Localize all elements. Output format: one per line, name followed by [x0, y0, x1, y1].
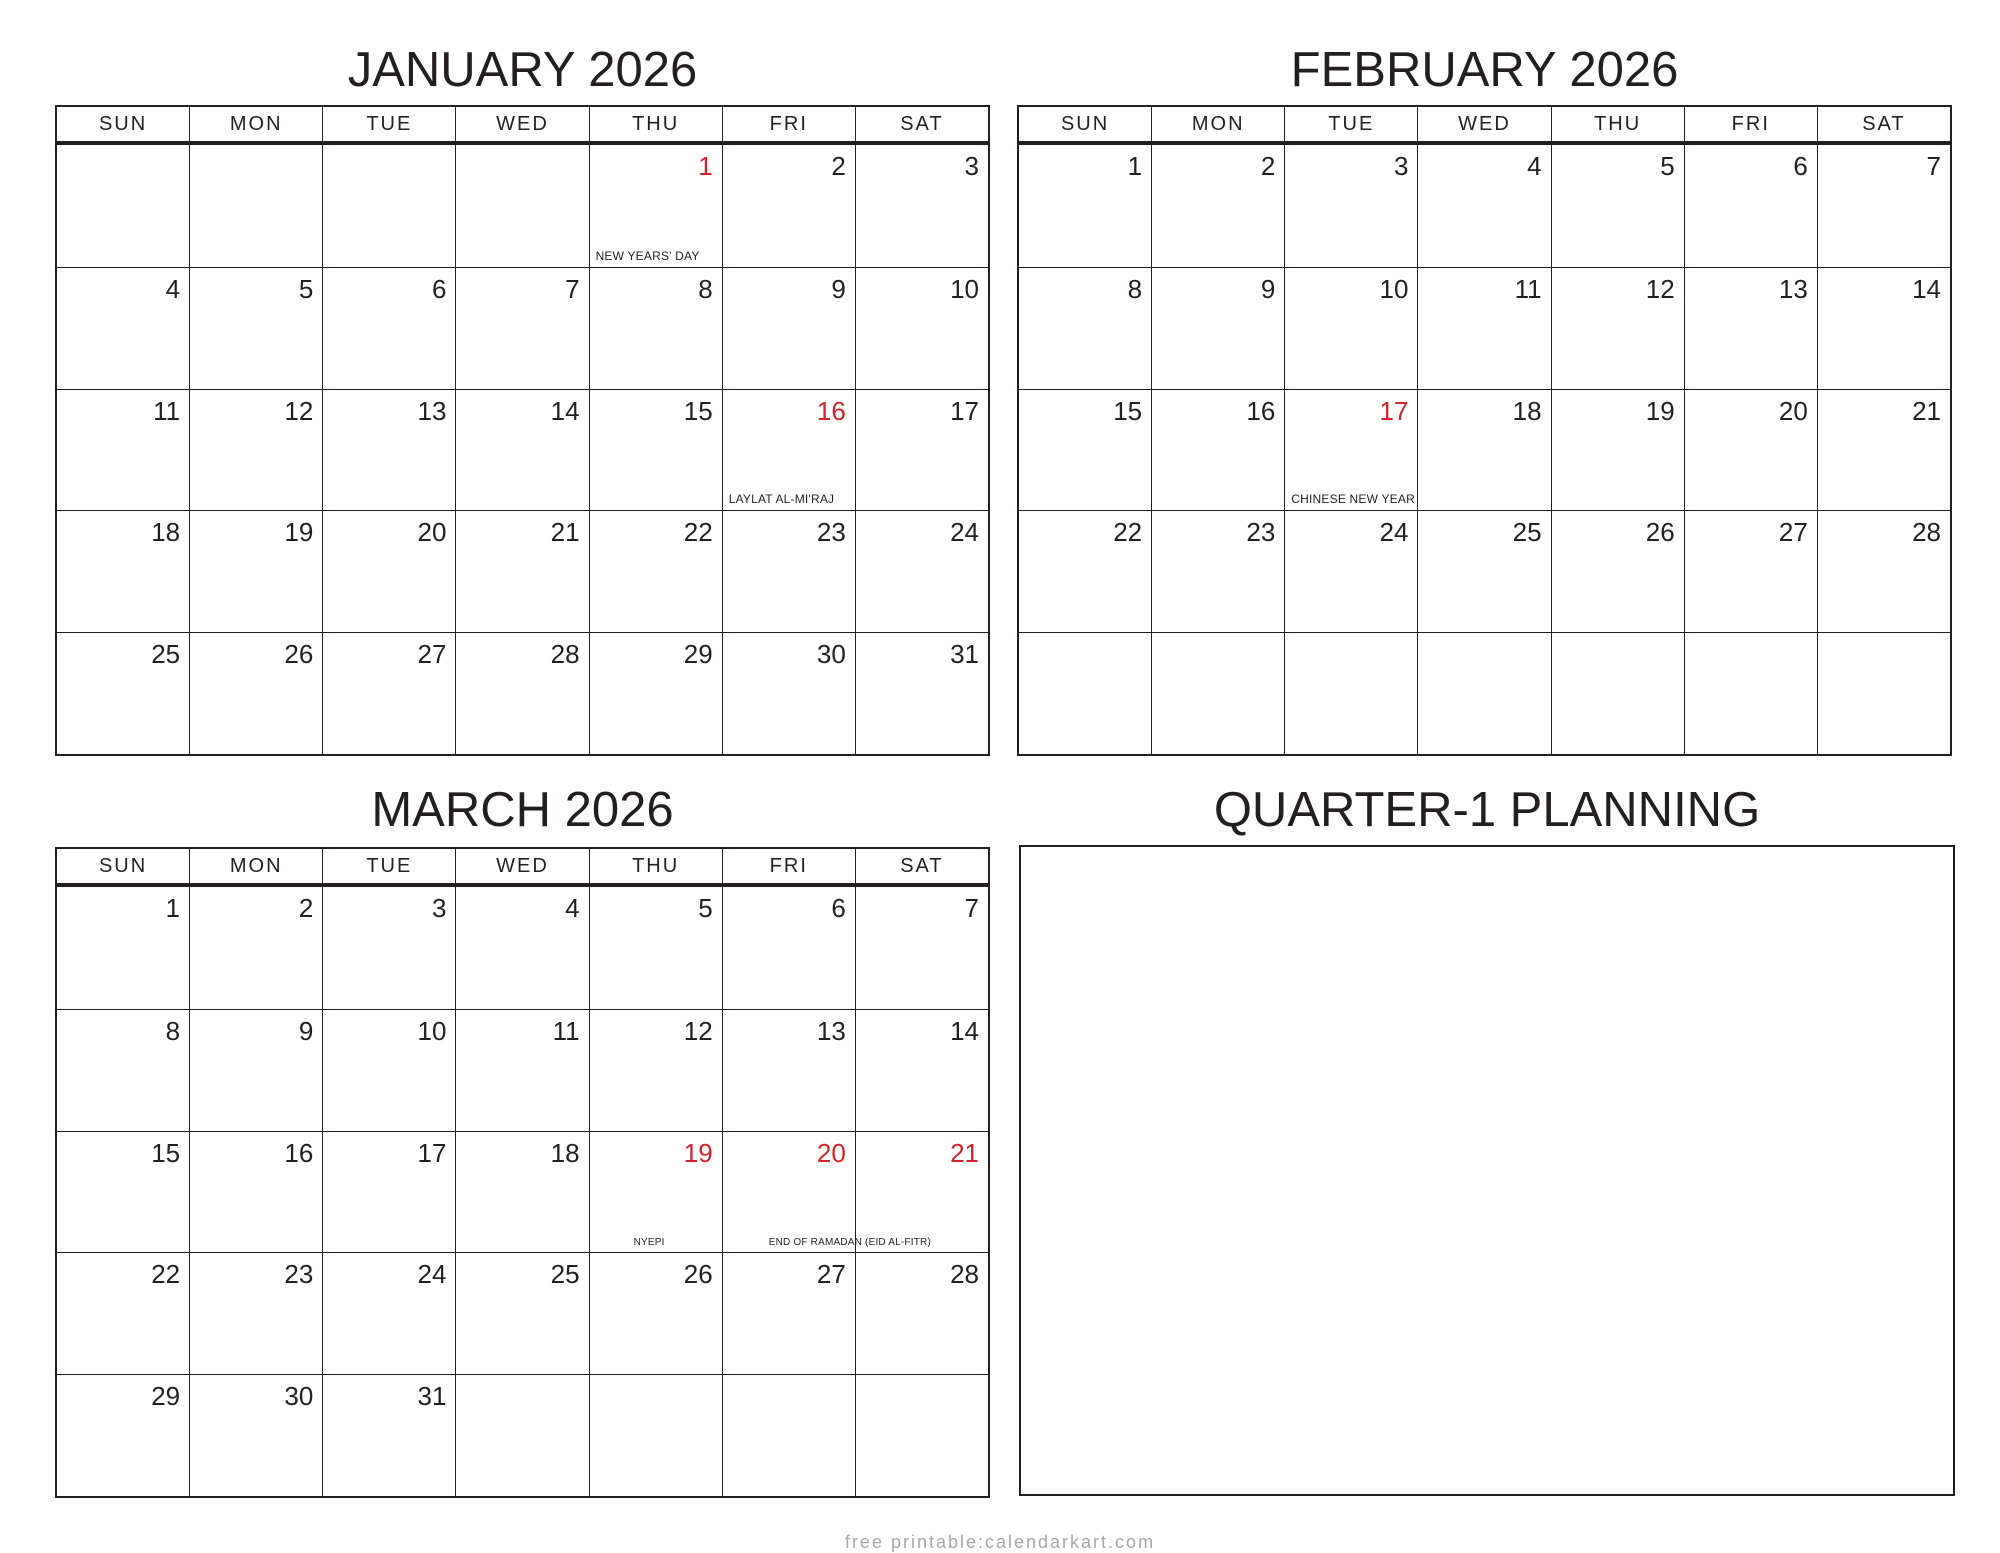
day-cell[interactable] [855, 1010, 988, 1131]
date-number: 28 [950, 1259, 979, 1290]
day-cell[interactable] [855, 1132, 988, 1253]
day-cell[interactable] [1417, 633, 1550, 754]
day-cell[interactable] [722, 390, 855, 511]
day-cell[interactable] [57, 1253, 189, 1374]
day-cell[interactable] [57, 268, 189, 389]
date-number: 2 [1260, 151, 1276, 181]
date-number: 15 [151, 1137, 181, 1168]
date-number: 22 [683, 517, 713, 548]
date-number: 23 [1246, 517, 1276, 548]
week-row [57, 632, 988, 754]
weeks-body [1019, 145, 1950, 754]
holiday-label: NEW YEARS' DAY [595, 248, 700, 263]
day-cell[interactable] [589, 1253, 722, 1374]
day-cell[interactable] [589, 633, 722, 754]
day-cell[interactable] [1151, 145, 1284, 267]
day-cell[interactable] [1284, 511, 1417, 632]
weekday-label: WED [455, 107, 588, 141]
day-cell[interactable] [455, 1010, 588, 1131]
holiday-date-number: 20 [816, 1137, 846, 1168]
weekday-label: SUN [1060, 113, 1110, 135]
day-cell[interactable] [1551, 268, 1684, 389]
date-number: 21 [550, 517, 580, 548]
date-number: 18 [550, 1137, 580, 1168]
date-number: 10 [1379, 273, 1409, 304]
day-cell[interactable] [57, 633, 189, 754]
day-cell[interactable] [722, 887, 855, 1009]
date-number: 29 [151, 1381, 181, 1412]
day-cell[interactable] [855, 511, 988, 632]
day-cell[interactable] [1684, 390, 1817, 511]
day-cell[interactable] [722, 1132, 931, 1253]
day-cell[interactable] [189, 268, 322, 389]
week-row [57, 1374, 988, 1496]
date-number: 1 [165, 893, 181, 923]
date-number: 15 [683, 395, 713, 426]
date-number: 7 [964, 893, 979, 923]
day-cell[interactable] [57, 1375, 189, 1496]
week-row [57, 1252, 988, 1374]
day-cell[interactable] [57, 511, 189, 632]
weekday-label: FRI [722, 849, 855, 883]
date-number: 25 [1512, 517, 1542, 548]
day-cell[interactable] [1417, 511, 1550, 632]
weeks-body [57, 145, 988, 754]
month-panel-march [55, 780, 990, 1498]
calendar-grid [1017, 105, 1952, 756]
weekday-label: THU [1551, 107, 1684, 141]
date-number: 14 [950, 1015, 979, 1046]
day-cell[interactable] [1417, 268, 1550, 389]
day-cell[interactable] [589, 145, 722, 267]
date-number: 24 [417, 1259, 447, 1290]
day-cell[interactable] [57, 887, 189, 1009]
month-panel-february [1017, 40, 1952, 756]
day-cell[interactable] [1284, 390, 1417, 511]
weekday-label: SUN [98, 855, 148, 877]
day-cell[interactable] [455, 511, 588, 632]
date-number: 22 [1113, 517, 1143, 548]
day-cell[interactable] [1019, 390, 1151, 511]
date-number: 19 [284, 517, 314, 548]
day-cell[interactable] [57, 145, 189, 267]
day-cell[interactable] [855, 1375, 988, 1496]
date-number: 21 [1912, 395, 1941, 426]
day-cell[interactable] [189, 1010, 322, 1131]
day-cell[interactable] [855, 145, 988, 267]
date-number: 4 [165, 273, 181, 304]
month-title: JANUARY 2026 [347, 43, 698, 97]
date-number: 9 [831, 273, 846, 304]
day-cell[interactable] [57, 1010, 189, 1131]
date-number: 11 [552, 1015, 580, 1046]
date-number: 16 [1246, 395, 1276, 426]
day-cell[interactable] [322, 1253, 455, 1374]
day-cell[interactable] [1019, 268, 1151, 389]
weekday-label: WED [455, 849, 588, 883]
date-number: 20 [417, 517, 447, 548]
day-cell[interactable] [455, 1253, 588, 1374]
day-cell[interactable] [1684, 268, 1817, 389]
day-cell[interactable] [1684, 145, 1817, 267]
weekday-label: MON [189, 107, 322, 141]
date-number: 25 [151, 639, 181, 670]
day-cell[interactable] [455, 1375, 588, 1496]
day-cell[interactable] [455, 887, 588, 1009]
day-cell[interactable] [189, 1375, 322, 1496]
footer-credit: free printable:calendarkart.com [844, 1532, 1156, 1552]
day-cell[interactable] [589, 1132, 722, 1253]
date-number: 13 [1778, 273, 1808, 304]
day-cell[interactable] [589, 1375, 722, 1496]
day-cell[interactable] [1284, 633, 1417, 754]
date-number: 29 [683, 639, 713, 670]
weekday-label: TUE [322, 107, 455, 141]
week-row [57, 1131, 988, 1253]
date-number: 11 [1514, 273, 1542, 304]
weekday-header [57, 107, 988, 145]
weekday-header [57, 849, 988, 887]
day-cell[interactable] [722, 145, 855, 267]
date-number: 28 [550, 639, 580, 670]
weekday-label: THU [589, 849, 722, 883]
day-cell[interactable] [455, 1132, 588, 1253]
day-cell[interactable] [855, 887, 988, 1009]
day-cell[interactable] [57, 1132, 189, 1253]
date-number: 14 [550, 395, 580, 426]
day-cell[interactable] [1817, 390, 1950, 511]
day-cell[interactable] [189, 633, 322, 754]
date-number: 3 [964, 151, 979, 181]
day-cell[interactable] [189, 511, 322, 632]
date-number: 26 [284, 639, 314, 670]
date-number: 6 [1793, 151, 1808, 181]
day-cell[interactable] [1817, 268, 1950, 389]
month-panel-january [55, 40, 990, 756]
date-number: 25 [550, 1259, 580, 1290]
date-number: 3 [1393, 151, 1409, 181]
date-number: 30 [284, 1381, 314, 1412]
day-cell[interactable] [322, 887, 455, 1009]
weekday-label: SAT [855, 849, 988, 883]
date-number: 9 [298, 1015, 314, 1046]
day-cell[interactable] [722, 511, 855, 632]
date-number: 24 [950, 517, 979, 548]
holiday-label: END OF RAMADAN (EID AL-FITR) [768, 1237, 931, 1249]
weekday-label: FRI [1684, 107, 1817, 141]
day-cell[interactable] [722, 633, 855, 754]
date-number: 20 [1778, 395, 1808, 426]
date-number: 4 [565, 893, 580, 923]
date-number: 18 [1512, 395, 1542, 426]
weekday-label: TUE [1284, 107, 1417, 141]
day-cell[interactable] [1551, 633, 1684, 754]
week-row [1019, 510, 1950, 632]
planning-panel [1019, 780, 1955, 1498]
day-cell[interactable] [1817, 145, 1950, 267]
weekday-label: TUE [322, 849, 455, 883]
day-cell[interactable] [1151, 268, 1284, 389]
day-cell[interactable] [1684, 511, 1817, 632]
week-row [1019, 145, 1950, 267]
week-row [1019, 389, 1950, 511]
weekday-label: THU [589, 107, 722, 141]
week-row [1019, 267, 1950, 389]
day-cell[interactable] [189, 1132, 322, 1253]
day-cell[interactable] [589, 887, 722, 1009]
day-cell[interactable] [1551, 145, 1684, 267]
day-cell[interactable] [1551, 390, 1684, 511]
day-cell[interactable] [1417, 145, 1550, 267]
date-number: 28 [1912, 517, 1941, 548]
date-number: 12 [284, 395, 314, 426]
day-cell[interactable] [189, 390, 322, 511]
date-number: 27 [1778, 517, 1808, 548]
day-cell[interactable] [1019, 145, 1151, 267]
day-cell[interactable] [855, 390, 988, 511]
date-number: 31 [417, 1381, 447, 1412]
date-number: 7 [565, 273, 580, 304]
date-number: 6 [831, 893, 846, 923]
day-cell[interactable] [589, 1010, 722, 1131]
day-cell[interactable] [855, 633, 988, 754]
date-number: 11 [153, 395, 181, 426]
day-cell[interactable] [1817, 511, 1950, 632]
date-number: 14 [1912, 273, 1941, 304]
month-title: MARCH 2026 [371, 783, 674, 837]
week-row [57, 145, 988, 267]
day-cell[interactable] [589, 268, 722, 389]
week-row [1019, 632, 1950, 754]
date-number: 8 [1127, 273, 1143, 304]
calendar-grid [55, 847, 990, 1498]
planning-notes-area[interactable] [1019, 845, 1955, 1496]
day-cell[interactable] [455, 145, 588, 267]
day-cell[interactable] [1284, 145, 1417, 267]
date-number: 19 [1645, 395, 1675, 426]
week-row [57, 267, 988, 389]
day-cell[interactable] [189, 145, 322, 267]
date-number: 23 [816, 517, 846, 548]
date-number: 9 [1260, 273, 1276, 304]
day-cell[interactable] [722, 1253, 855, 1374]
week-row [57, 510, 988, 632]
date-number: 10 [950, 273, 979, 304]
holiday-label: CHINESE NEW YEAR [1291, 492, 1415, 507]
day-cell[interactable] [1151, 633, 1284, 754]
day-cell[interactable] [455, 268, 588, 389]
date-number: 5 [298, 273, 314, 304]
date-number: 26 [1645, 517, 1675, 548]
day-cell[interactable] [722, 1010, 855, 1131]
date-number: 15 [1113, 395, 1143, 426]
date-number: 8 [165, 1015, 181, 1046]
weeks-body [57, 887, 988, 1496]
day-cell[interactable] [855, 1253, 988, 1374]
day-cell[interactable] [855, 268, 988, 389]
planning-title: QUARTER-1 PLANNING [1213, 783, 1761, 837]
day-cell[interactable] [1551, 511, 1684, 632]
date-number: 3 [431, 893, 447, 923]
day-cell[interactable] [589, 511, 722, 632]
day-cell[interactable] [455, 390, 588, 511]
month-title: FEBRUARY 2026 [1290, 43, 1679, 97]
holiday-date-number: 1 [698, 151, 713, 181]
day-cell[interactable] [1151, 390, 1284, 511]
date-number: 23 [284, 1259, 314, 1290]
holiday-date-number: 16 [816, 395, 846, 426]
day-cell[interactable] [722, 1375, 855, 1496]
week-row [57, 887, 988, 1009]
day-cell[interactable] [1684, 633, 1817, 754]
date-number: 17 [950, 395, 979, 426]
day-cell[interactable] [322, 1010, 455, 1131]
day-cell[interactable] [322, 511, 455, 632]
date-number: 12 [1645, 273, 1675, 304]
day-cell[interactable] [322, 1132, 455, 1253]
day-cell[interactable] [189, 1253, 322, 1374]
date-number: 1 [1127, 151, 1143, 181]
calendar-grid [55, 105, 990, 756]
weekday-label: MON [189, 849, 322, 883]
date-number: 18 [151, 517, 181, 548]
day-cell[interactable] [1019, 633, 1151, 754]
date-number: 31 [950, 639, 979, 670]
date-number: 27 [816, 1259, 846, 1290]
day-cell[interactable] [57, 390, 189, 511]
date-number: 6 [431, 273, 447, 304]
weekday-label: FRI [722, 107, 855, 141]
day-cell[interactable] [1417, 390, 1550, 511]
holiday-date-number: 21 [950, 1137, 979, 1168]
day-cell[interactable] [589, 390, 722, 511]
weekday-label: WED [1417, 107, 1550, 141]
day-cell[interactable] [455, 633, 588, 754]
day-cell[interactable] [1151, 511, 1284, 632]
day-cell[interactable] [322, 390, 455, 511]
day-cell[interactable] [322, 633, 455, 754]
date-number: 8 [698, 273, 713, 304]
day-cell[interactable] [322, 145, 455, 267]
date-number: 13 [816, 1015, 846, 1046]
day-cell[interactable] [322, 268, 455, 389]
date-number: 24 [1379, 517, 1409, 548]
date-number: 16 [284, 1137, 314, 1168]
day-cell[interactable] [322, 1375, 455, 1496]
holiday-label: NYEPI [633, 1237, 665, 1249]
week-row [57, 389, 988, 511]
date-number: 17 [417, 1137, 447, 1168]
weekday-label: SAT [1817, 107, 1950, 141]
holiday-date-number: 19 [683, 1137, 713, 1168]
date-number: 2 [298, 893, 314, 923]
weekday-label: SAT [855, 107, 988, 141]
date-number: 4 [1527, 151, 1542, 181]
day-cell[interactable] [722, 268, 855, 389]
week-row [57, 1009, 988, 1131]
weekday-label: MON [1151, 107, 1284, 141]
date-number: 26 [683, 1259, 713, 1290]
date-number: 5 [1660, 151, 1675, 181]
date-number: 7 [1926, 151, 1941, 181]
weekday-header [1019, 107, 1950, 145]
weekday-label: SUN [98, 113, 148, 135]
date-number: 27 [417, 639, 447, 670]
date-number: 2 [831, 151, 846, 181]
date-number: 30 [816, 639, 846, 670]
date-number: 22 [151, 1259, 181, 1290]
date-number: 12 [683, 1015, 713, 1046]
day-cell[interactable] [1284, 268, 1417, 389]
holiday-label: LAYLAT AL-MI'RAJ [728, 492, 835, 507]
day-cell[interactable] [1817, 633, 1950, 754]
day-cell[interactable] [189, 887, 322, 1009]
date-number: 13 [417, 395, 447, 426]
date-number: 10 [417, 1015, 447, 1046]
holiday-date-number: 17 [1379, 395, 1409, 426]
date-number: 5 [698, 893, 713, 923]
day-cell[interactable] [1019, 511, 1151, 632]
